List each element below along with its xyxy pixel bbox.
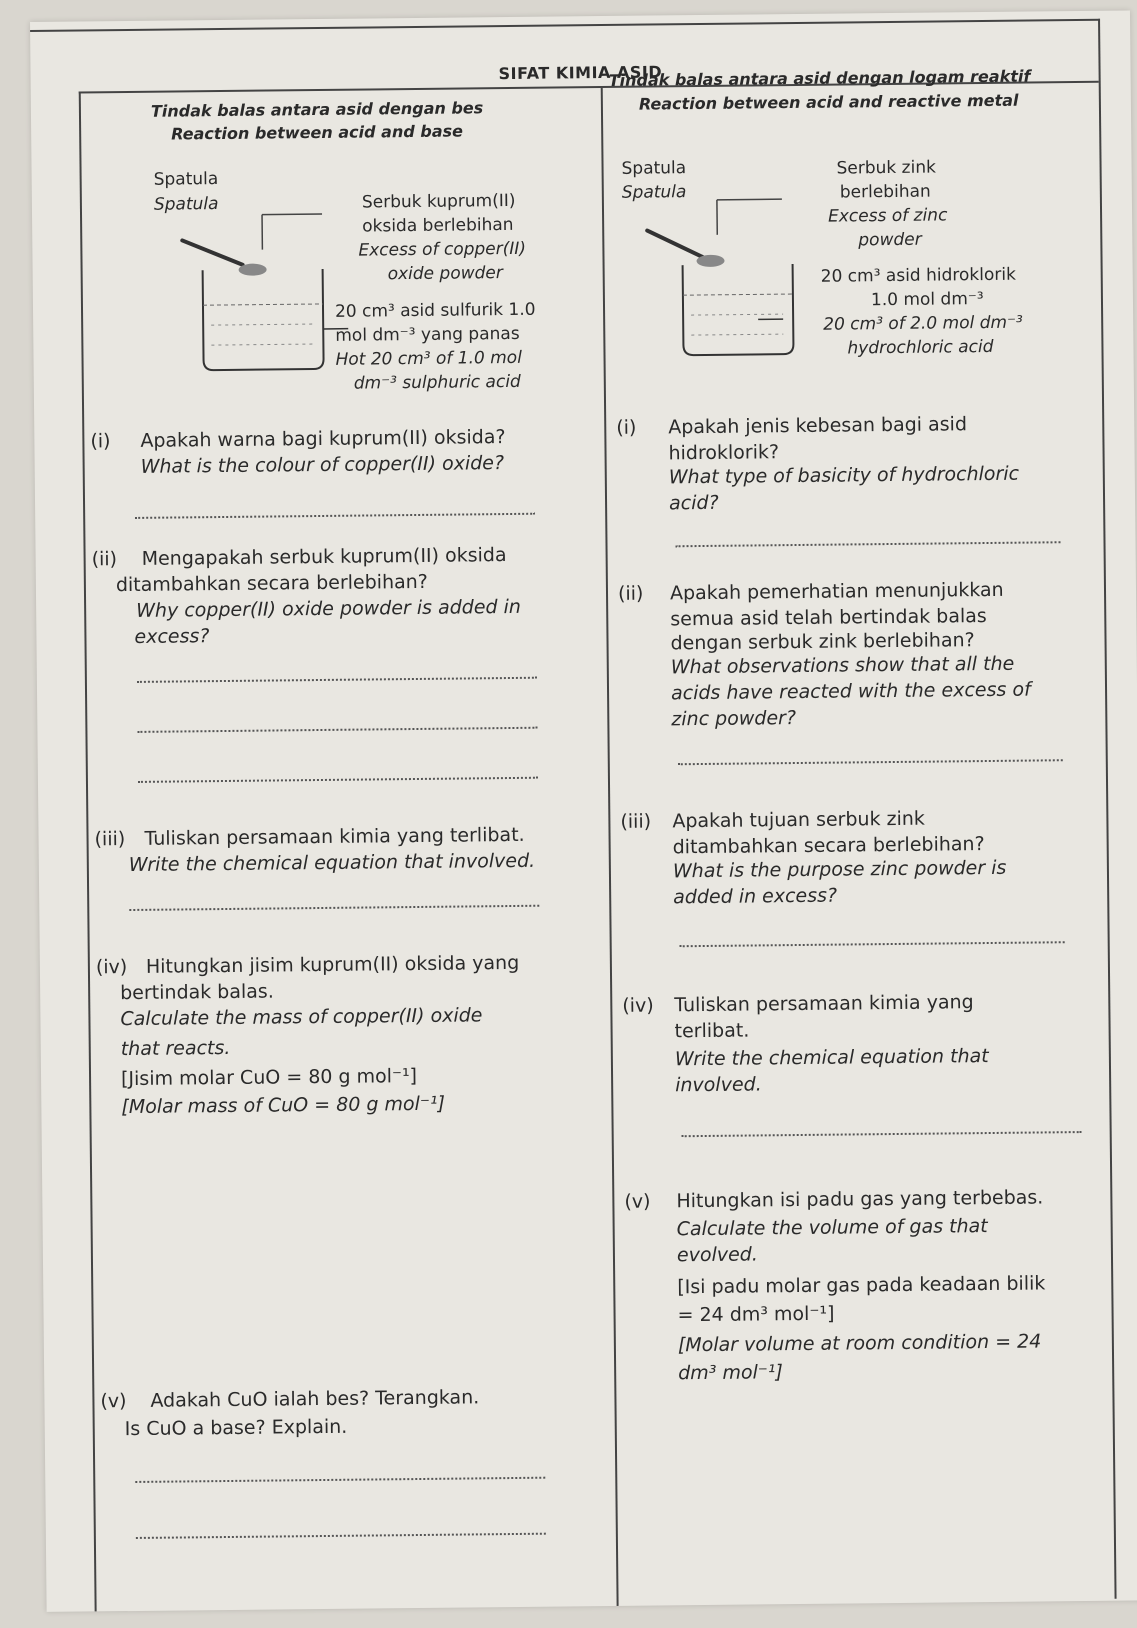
left-q4-en-2: that reacts.: [120, 1036, 231, 1061]
right-q1-answer-line[interactable]: [676, 541, 1061, 547]
left-q1-ms: Apakah warna bagi kuprum(II) oksida?: [140, 426, 506, 452]
right-spatula-label: Spatula: [621, 158, 687, 179]
right-q1-en-1: What type of basicity of hydrochloric: [668, 462, 1020, 489]
left-q3-num: (iii): [94, 828, 126, 851]
right-q3-ms-2: ditambahkan secara berlebihan?: [672, 833, 985, 859]
right-q5-num: (v): [624, 1190, 651, 1213]
right-q2-num: (ii): [617, 582, 644, 605]
beaker-spatula-copper-oxide-icon: [162, 209, 364, 381]
left-q3-en: Write the chemical equation that involved.: [128, 849, 536, 877]
left-q2-en-1: Why copper(II) oxide powder is added in: [136, 595, 522, 622]
right-q5-ms: Hitungkan isi padu gas yang terbebas.: [676, 1186, 1044, 1213]
left-q5-answer-line-1[interactable]: [135, 1477, 545, 1483]
left-solid-ms-2: oksida berlebihan: [362, 214, 514, 237]
left-q2-ms-1: Mengapakah serbuk kuprum(II) oksida: [141, 544, 507, 570]
left-q4-num: (iv): [95, 956, 128, 979]
right-q1-ms-1: Apakah jenis kebesan bagi asid: [668, 413, 968, 439]
left-q2-answer-line-3[interactable]: [138, 777, 538, 783]
right-solid-ms-2: berlebihan: [839, 181, 931, 203]
right-q2-ms-1: Apakah pemerhatian menunjukkan: [669, 578, 1004, 605]
left-q5-num: (v): [100, 1390, 127, 1413]
left-q5-answer-line-2[interactable]: [136, 1533, 546, 1539]
right-solid-en-1: Excess of zinc: [827, 205, 948, 227]
right-solid-en-2: powder: [858, 229, 922, 251]
left-header-ms: Tindak balas antara asid dengan bes: [150, 98, 484, 121]
page-title: SIFAT KIMIA ASID: [498, 62, 663, 84]
right-q2-answer-line[interactable]: [678, 759, 1063, 765]
right-q3-num: (iii): [620, 810, 652, 833]
right-q2-en-3: zinc powder?: [671, 707, 797, 731]
right-q5-en-2: evolved.: [676, 1243, 758, 1267]
worksheet: [30, 10, 1137, 1611]
top-border: [30, 19, 1100, 32]
left-spatula-label-en: Spatula: [153, 194, 219, 215]
right-q4-ms-1: Tuliskan persamaan kimia yang: [674, 991, 974, 1017]
right-q1-en-2: acid?: [668, 491, 719, 515]
right-q3-ms-1: Apakah tujuan serbuk zink: [672, 807, 925, 833]
left-q2-ms-2: ditambahkan secara berlebihan?: [115, 570, 428, 597]
right-q4-en-2: involved.: [675, 1073, 762, 1097]
left-q4-note-en: [Molar mass of CuO = 80 g mol⁻¹]: [121, 1092, 446, 1119]
right-q5-en-1: Calculate the volume of gas that: [676, 1215, 988, 1241]
left-q2-answer-line-2[interactable]: [137, 727, 537, 733]
right-spatula-label-en: Spatula: [621, 182, 687, 203]
right-acid-en-2: hydrochloric acid: [847, 336, 994, 359]
left-q3-ms: Tuliskan persamaan kimia yang terlibat.: [144, 823, 525, 850]
left-q4-ms-2: bertindak balas.: [120, 980, 274, 1005]
right-q5-note-en-1: [Molar volume at room condition = 24: [677, 1330, 1042, 1357]
left-q1-num: (i): [90, 430, 111, 453]
right-border: [1098, 19, 1116, 1599]
right-header-en: Reaction between acid and reactive metal: [638, 90, 1019, 114]
left-acid-en-1: Hot 20 cm³ of 1.0 mol: [335, 347, 522, 370]
left-q4-note-ms: [Jisim molar CuO = 80 g mol⁻¹]: [120, 1065, 418, 1091]
right-q5-note-ms-2: = 24 dm³ mol⁻¹]: [677, 1302, 835, 1327]
left-acid-ms-2: mol dm⁻³ yang panas: [335, 323, 520, 346]
right-q3-en-2: added in excess?: [673, 884, 838, 909]
left-acid-ms-1: 20 cm³ asid sulfurik 1.0: [334, 299, 536, 322]
left-q4-en-1: Calculate the mass of copper(II) oxide: [120, 1004, 483, 1031]
right-q5-note-ms-1: [Isi padu molar gas pada keadaan bilik: [677, 1272, 1046, 1299]
left-q2-en-2: excess?: [134, 625, 210, 648]
right-q2-ms-2: semua asid telah bertindak balas: [670, 605, 987, 631]
right-q2-en-1: What observations show that all the: [670, 652, 1015, 679]
left-solid-ms-1: Serbuk kuprum(II): [361, 190, 516, 213]
right-q3-answer-line[interactable]: [680, 941, 1065, 947]
left-header-en: Reaction between acid and base: [171, 121, 464, 144]
right-q4-ms-2: terlibat.: [674, 1019, 750, 1043]
right-solid-ms-1: Serbuk zink: [836, 157, 937, 179]
left-q5-en: Is CuO a base? Explain.: [124, 1415, 348, 1441]
left-solid-en-1: Excess of copper(II): [358, 238, 527, 261]
left-spatula-label: Spatula: [153, 169, 219, 190]
left-q3-answer-line[interactable]: [129, 905, 539, 911]
right-q4-answer-line[interactable]: [682, 1131, 1082, 1137]
right-q5-note-en-2: dm³ mol⁻¹]: [678, 1361, 783, 1385]
right-q1-ms-2: hidroklorik?: [668, 441, 780, 465]
left-border: [79, 91, 96, 1611]
left-q5-ms: Adakah CuO ialah bes? Terangkan.: [150, 1386, 480, 1412]
left-q2-answer-line-1[interactable]: [137, 677, 537, 683]
right-acid-en-1: 20 cm³ of 2.0 mol dm⁻³: [823, 312, 1023, 335]
left-q1-answer-line[interactable]: [135, 513, 535, 519]
left-q4-ms-1: Hitungkan jisim kuprum(II) oksida yang: [145, 951, 520, 978]
right-header-ms: Tindak balas antara asid dengan logam reaktif: [608, 66, 1031, 90]
right-q4-num: (iv): [622, 994, 654, 1017]
right-q2-ms-3: dengan serbuk zink berlebihan?: [670, 629, 975, 655]
right-q3-en-1: What is the purpose zinc powder is: [672, 856, 1007, 883]
column-divider: [601, 86, 618, 1606]
right-q4-en-1: Write the chemical equation that: [674, 1045, 989, 1071]
beaker-spatula-zinc-icon: [632, 194, 834, 366]
right-acid-ms-2: 1.0 mol dm⁻³: [870, 289, 984, 311]
left-solid-en-2: oxide powder: [387, 263, 503, 285]
left-q2-num: (ii): [91, 548, 118, 571]
right-q2-en-2: acids have reacted with the excess of: [670, 678, 1031, 705]
left-q1-en: What is the colour of copper(II) oxide?: [140, 452, 505, 478]
right-acid-ms-1: 20 cm³ asid hidroklorik: [820, 264, 1016, 287]
left-acid-en-2: dm⁻³ sulphuric acid: [353, 371, 521, 394]
right-q1-num: (i): [616, 416, 637, 439]
